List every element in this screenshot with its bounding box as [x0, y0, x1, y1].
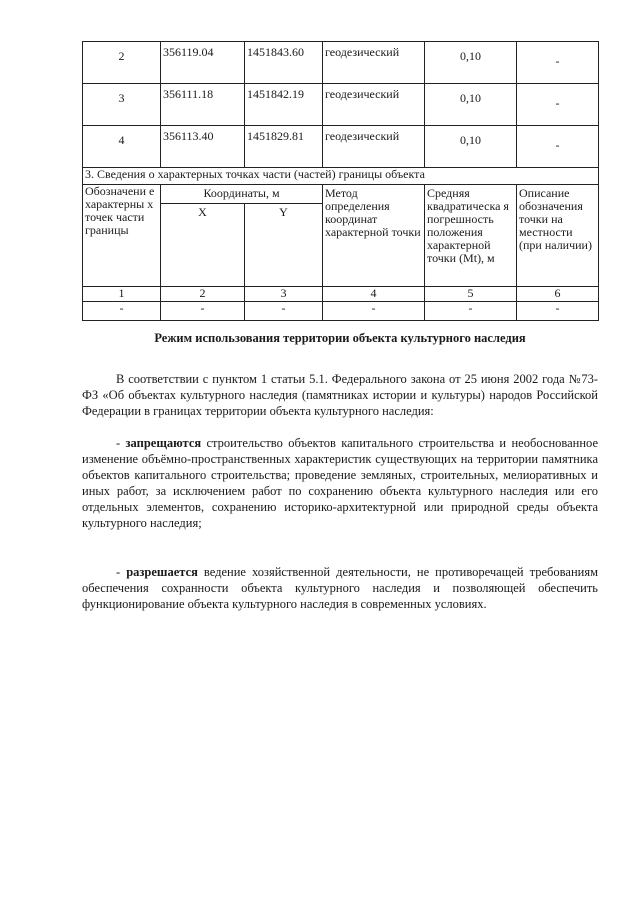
prohibited-paragraph — [82, 435, 598, 531]
header-x: X — [161, 204, 245, 287]
column-index: 2 — [161, 287, 245, 302]
header-y: Y — [245, 204, 323, 287]
empty-cell: - — [425, 302, 517, 321]
method: геодезический — [323, 126, 425, 168]
intro-paragraph — [82, 371, 598, 419]
section-heading-row — [83, 168, 599, 185]
column-index: 4 — [323, 287, 425, 302]
allowed-keyword: разрешается — [126, 565, 198, 579]
coord-x: 356111.18 — [161, 84, 245, 126]
coord-x: 356119.04 — [161, 42, 245, 84]
table-row — [83, 126, 599, 168]
empty-cell: - — [323, 302, 425, 321]
header-description: Описание обозначения точки на местности (при наличии) — [517, 185, 599, 287]
header-method: Метод определения координат характерной точки — [323, 185, 425, 287]
prohibited-text: строительство объектов капитального строительства и необоснованное изменение объёмно-пространственных характеристик существующих на территории памятника объектов капитального строительства; проведение земляных, строительных, мелиоративных и иных работ, за исключением работ по сохранению объекта культурного наследия или его отдельных элементов, сохранению историко-архитектурной или природной среды объекта культурного наследия; — [82, 436, 598, 530]
coord-y: 1451842.19 — [245, 84, 323, 126]
table-row — [83, 84, 599, 126]
accuracy: 0,10 — [425, 126, 517, 168]
column-index-row — [83, 287, 599, 302]
empty-cell: - — [83, 302, 161, 321]
header-row — [83, 185, 599, 204]
point-number: 2 — [83, 42, 161, 84]
method: геодезический — [323, 84, 425, 126]
table-row — [83, 42, 599, 84]
coord-x: 356113.40 — [161, 126, 245, 168]
accuracy: 0,10 — [425, 84, 517, 126]
coordinates-table — [82, 41, 599, 321]
header-accuracy: Средняя квадратическа я погрешность положения характерной точки (Mt), м — [425, 185, 517, 287]
point-number: 4 — [83, 126, 161, 168]
column-index: 5 — [425, 287, 517, 302]
column-index: 6 — [517, 287, 599, 302]
section-3-title: 3. Сведения о характерных точках части (частей) границы объекта — [83, 168, 599, 185]
point-number: 3 — [83, 84, 161, 126]
empty-cell: - — [245, 302, 323, 321]
empty-cell: - — [517, 302, 599, 321]
allowed-paragraph — [82, 564, 598, 612]
intro-text: В соответствии с пунктом 1 статьи 5.1. Федерального закона от 25 июня 2002 года №73-ФЗ «Об объектах культурного наследия (памятниках истории и культуры) народов Российской Федерации в границах территории объекта культурного наследия: — [82, 372, 598, 418]
prohibited-keyword: запрещаются — [125, 436, 202, 450]
column-index: 3 — [245, 287, 323, 302]
header-designation: Обозначени е характерны х точек части границы — [83, 185, 161, 287]
coord-y: 1451843.60 — [245, 42, 323, 84]
description: - — [517, 84, 599, 126]
description: - — [517, 42, 599, 84]
allowed-lead: - — [116, 565, 127, 579]
allowed-text: ведение хозяйственной деятельности, не противоречащей требованиям обеспечения сохранности объекта культурного наследия и позволяющей обеспечить функционирование объекта культурного наследия в современных условиях. — [82, 565, 598, 611]
column-index: 1 — [83, 287, 161, 302]
method: геодезический — [323, 42, 425, 84]
description: - — [517, 126, 599, 168]
header-coordinates: Координаты, м — [161, 185, 323, 204]
coord-y: 1451829.81 — [245, 126, 323, 168]
empty-cell: - — [161, 302, 245, 321]
prohibited-lead: - — [116, 436, 126, 450]
table-row — [83, 302, 599, 321]
regime-title: Режим использования территории объекта культурного наследия — [154, 331, 526, 345]
accuracy: 0,10 — [425, 42, 517, 84]
